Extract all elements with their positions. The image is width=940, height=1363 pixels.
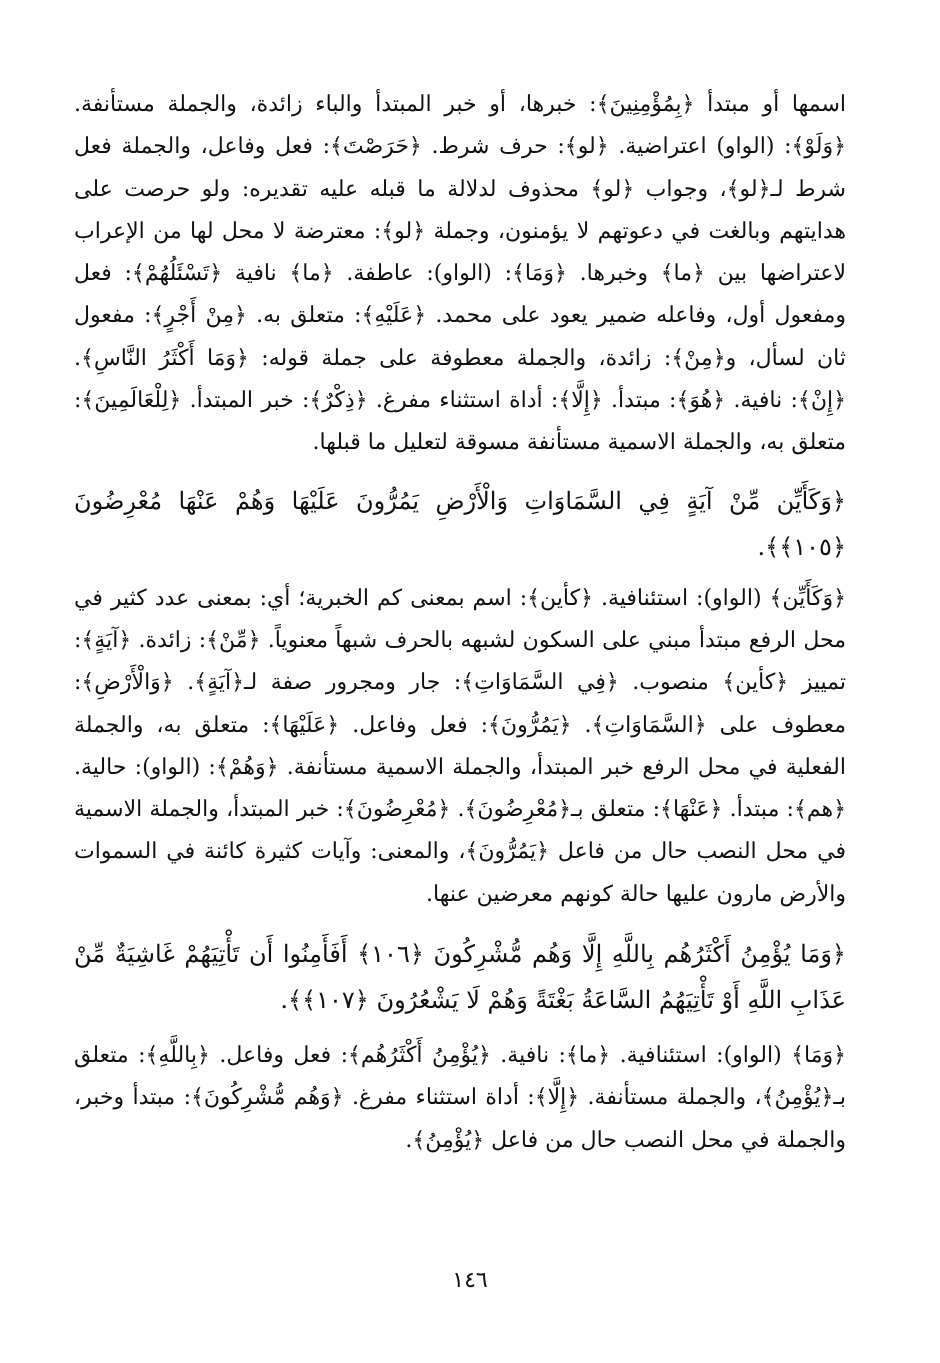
page-body: [74, 84, 846, 1162]
commentary-paragraph-2: ﴿وَكَأَيِّن﴾ (الواو): استئنافية. ﴿كأين﴾: اسم بمعنى كم الخبرية؛ أي: بمعنى عدد كثير في محل الرفع مبتدأ مبني على السكون لشبهه بالحرف شبهاً معنوياً. ﴿مِّنْ﴾: زائدة. ﴿آيَةٍ﴾: تمييز ﴿كأين﴾ منصوب. ﴿فِي السَّمَاوَاتِ﴾: جار ومجرور صفة لـ﴿آيَةٍ﴾. ﴿وَالْأَرْضِ﴾: معطوف على ﴿السَّمَاوَاتِ﴾. ﴿يَمُرُّونَ﴾: فعل وفاعل. ﴿عَلَيْهَا﴾: متعلق به، والجملة الفعلية في محل الرفع خبر المبتدأ، والجملة الاسمية مستأنفة. ﴿وَهُمْ﴾: (الواو): حالية. ﴿هم﴾: مبتدأ. ﴿عَنْهَا﴾: متعلق بـ﴿مُعْرِضُونَ﴾. ﴿مُعْرِضُونَ﴾: خبر المبتدأ، والجملة الاسمية في محل النصب حال من فاعل ﴿يَمُرُّونَ﴾، والمعنى: وآيات كثيرة كائنة في السموات والأرض مارون عليها حالة كونهم معرضين عنها.: [74, 585, 846, 907]
commentary-paragraph-1: اسمها أو مبتدأ ﴿بِمُؤْمِنِينَ﴾: خبرها، أو خبر المبتدأ والباء زائدة، والجملة مستأنفة. ﴿وَلَوْ﴾: (الواو) اعتراضية. ﴿لو﴾: حرف شرط. ﴿حَرَصْتَ﴾: فعل وفاعل، والجملة فعل شرط لـ﴿لو﴾، وجواب ﴿لو﴾ محذوف لدلالة ما قبله عليه تقديره: ولو حرصت على هدايتهم وبالغت في دعوتهم لا يؤمنون، وجملة ﴿لو﴾: معترضة لا محل لها من الإعراب لاعتراضها بين ﴿ما﴾ وخبرها. ﴿وَمَا﴾: (الواو): عاطفة. ﴿ما﴾ نافية ﴿تَسْئَلُهُمْ﴾: فعل ومفعول أول، وفاعله ضمير يعود على محمد. ﴿عَلَيْهِ﴾: متعلق به. ﴿مِنْ أَجْرٍ﴾: مفعول ثان لسأل، و﴿مِنْ﴾: زائدة، والجملة معطوفة على جملة قوله: ﴿وَمَا أَكْثَرُ النَّاسِ﴾. ﴿إِنْ﴾: نافية. ﴿هُوَ﴾: مبتدأ. ﴿إِلَّا﴾: أداة استثناء مفرغ. ﴿ذِكْرٌ﴾: خبر المبتدأ. ﴿لِلْعَالَمِينَ﴾: متعلق به، والجملة الاسمية مستأنفة مسوقة لتعليل ما قبلها.: [74, 92, 846, 456]
commentary-paragraph-3: ﴿وَمَا﴾ (الواو): استئنافية. ﴿ما﴾: نافية. ﴿يُؤْمِنُ أَكْثَرُهُم﴾: فعل وفاعل. ﴿بِاللَّهِ﴾: متعلق بـ﴿يُؤْمِنُ﴾، والجملة مستأنفة. ﴿إِلَّا﴾: أداة استثناء مفرغ. ﴿وَهُم مُّشْرِكُونَ﴾: مبتدأ وخبر، والجملة في محل النصب حال من فاعل ﴿يُؤْمِنُ﴾.: [74, 1043, 846, 1153]
quran-verses-106-107: ﴿وَمَا يُؤْمِنُ أَكْثَرُهُم بِاللَّهِ إِلَّا وَهُم مُّشْرِكُونَ ﴿١٠٦﴾ أَفَأَمِنُوا أَن تَأْتِيَهُمْ غَاشِيَةٌ مِّنْ عَذَابِ اللَّهِ أَوْ تَأْتِيَهُمُ السَّاعَةُ بَغْتَةً وَهُمْ لَا يَشْعُرُونَ ﴿١٠٧﴾﴾.: [74, 940, 846, 1015]
quran-verse-105: ﴿وَكَأَيِّن مِّنْ آيَةٍ فِي السَّمَاوَاتِ وَالْأَرْضِ يَمُرُّونَ عَلَيْهَا وَهُمْ عَنْهَا مُعْرِضُونَ ﴿١٠٥﴾﴾.: [74, 486, 846, 561]
page-number: ١٤٦: [452, 1268, 488, 1293]
